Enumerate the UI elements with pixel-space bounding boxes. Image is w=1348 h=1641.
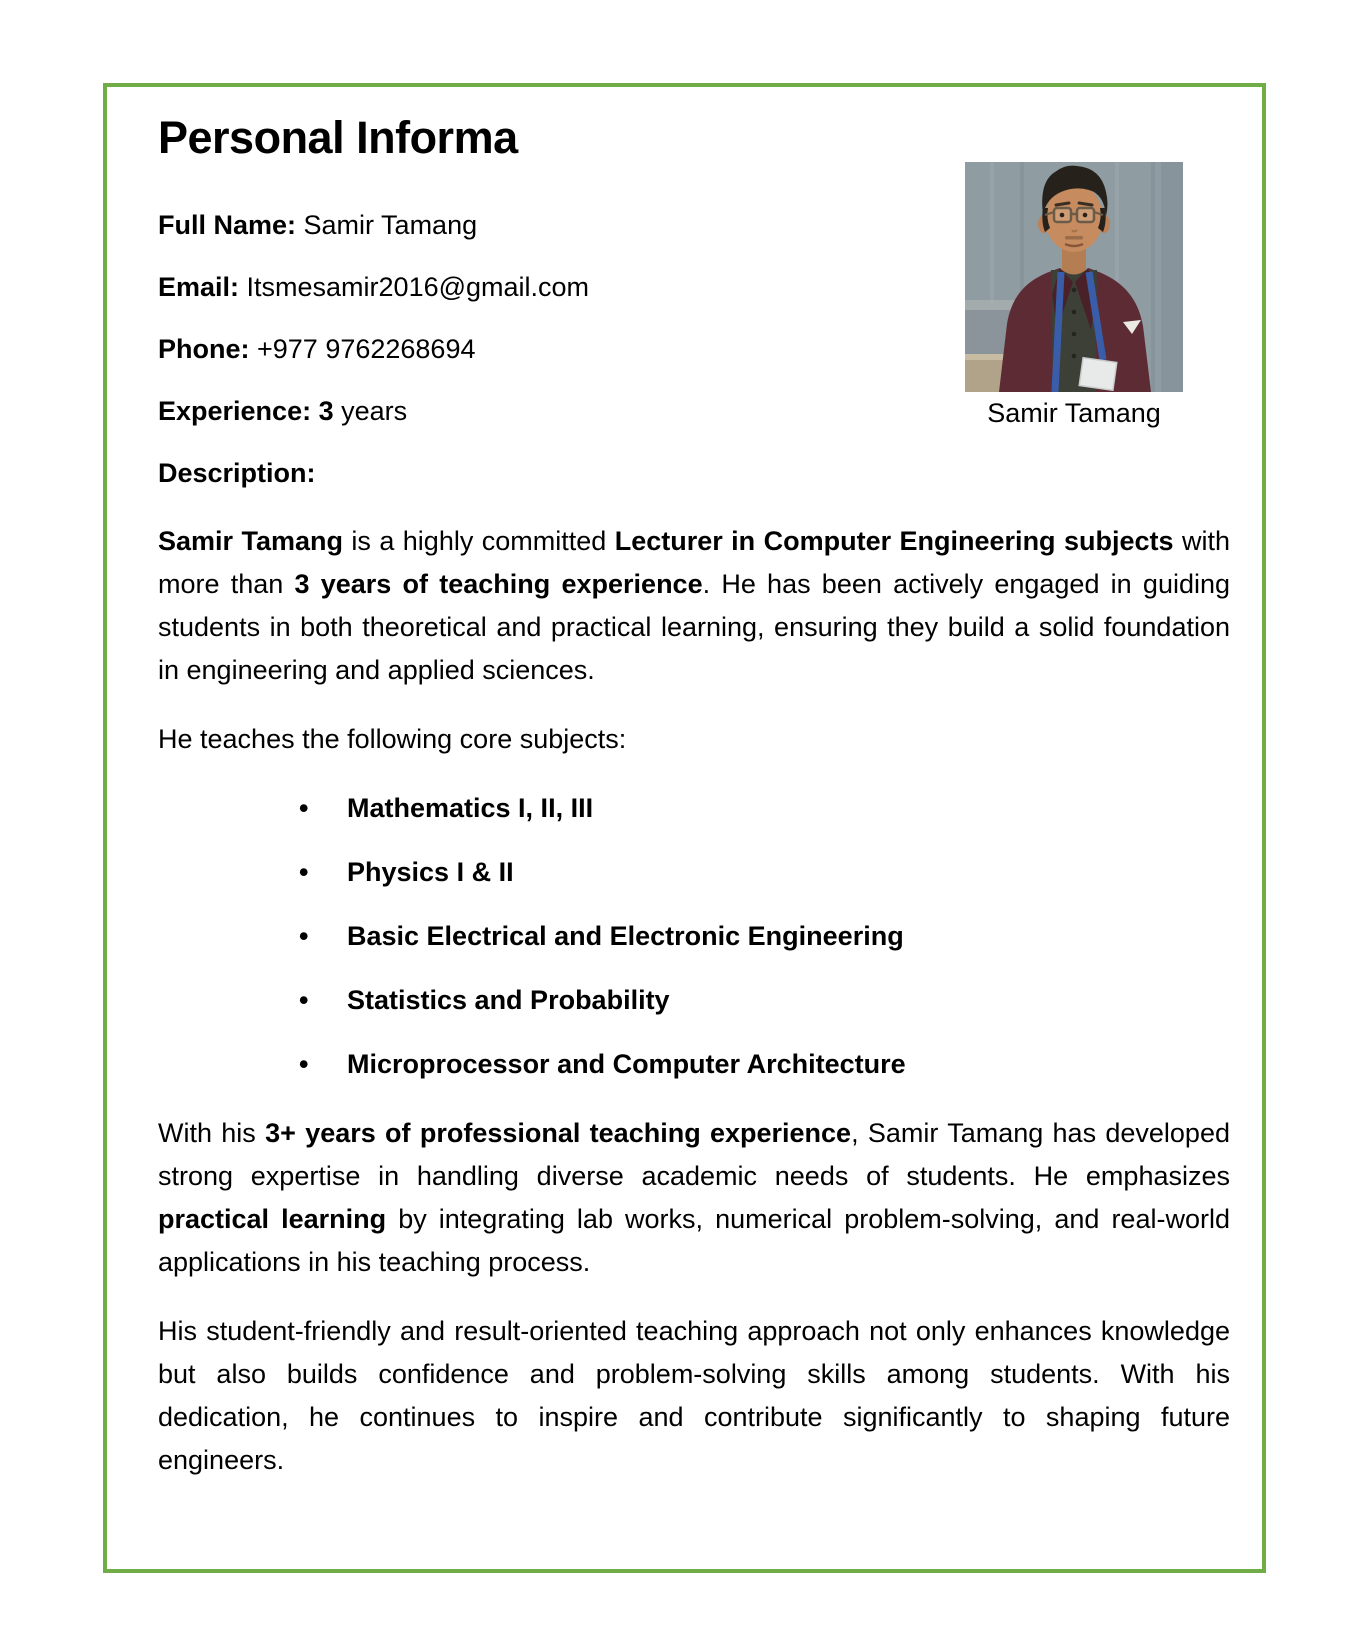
photo-caption: Samir Tamang bbox=[987, 398, 1161, 428]
subject-list-item: • Statistics and Probability bbox=[158, 979, 1230, 1022]
text-segment: 3+ years of professional teaching experience bbox=[265, 1118, 852, 1148]
field-bold-value: 3 bbox=[318, 396, 334, 426]
document-title: Personal Informa bbox=[158, 112, 518, 163]
subject-list-item: • Basic Electrical and Electronic Engineering bbox=[158, 915, 1230, 958]
subject-list-item: • Microprocessor and Computer Architecture bbox=[158, 1043, 1230, 1086]
text-segment: with more than bbox=[158, 526, 1230, 599]
text-segment: His student-friendly and result-oriented teaching approach not only enhances knowledge but also builds confidence and problem-solving skills among students. With his dedication, he continues to inspire and contribute significantly to shaping future engineers. bbox=[158, 1316, 1230, 1475]
subjects-lead-line: He teaches the following core subjects: bbox=[158, 724, 627, 754]
subject-list-item: • Physics I & II bbox=[158, 851, 1230, 894]
text-segment: is a highly committed bbox=[342, 526, 615, 556]
text-segment: practical learning bbox=[158, 1204, 387, 1234]
subject-list-item: • Mathematics I, II, III bbox=[158, 787, 1230, 830]
field-value: years bbox=[333, 396, 408, 426]
description-paragraph-2 bbox=[158, 1112, 1230, 1284]
info-field-description-heading bbox=[158, 458, 1230, 488]
text-segment: 3 years of teaching experience bbox=[294, 569, 703, 599]
person-portrait-illustration bbox=[965, 162, 1183, 392]
description-paragraph-3 bbox=[158, 1310, 1230, 1482]
description-paragraph-1 bbox=[158, 520, 1230, 692]
field-label: Description: bbox=[158, 458, 316, 488]
text-segment: . He has been actively engaged in guiding students in both theoretical and practical learning, ensuring they build a solid foundation in engineering and applied sciences. bbox=[158, 569, 1231, 685]
field-value: +977 9762268694 bbox=[257, 334, 476, 364]
profile-photo bbox=[965, 162, 1183, 392]
field-label: Experience: bbox=[158, 396, 319, 426]
subjects-list bbox=[158, 787, 1230, 1086]
text-segment: , Samir Tamang has developed strong expertise in handling diverse academic needs of students. He emphasizes bbox=[158, 1118, 1230, 1191]
field-value: Itsmesamir2016@gmail.com bbox=[246, 272, 590, 302]
text-segment: by integrating lab works, numerical problem-solving, and real-world applications in his teaching process. bbox=[158, 1204, 1230, 1277]
field-label: Email: bbox=[158, 272, 247, 302]
text-segment: Samir Tamang bbox=[158, 526, 343, 556]
field-label: Phone: bbox=[158, 334, 257, 364]
field-label: Full Name: bbox=[158, 210, 304, 240]
text-segment: With his bbox=[158, 1118, 266, 1148]
text-segment: Lecturer in Computer Engineering subjects bbox=[614, 526, 1174, 556]
field-value: Samir Tamang bbox=[303, 210, 478, 240]
